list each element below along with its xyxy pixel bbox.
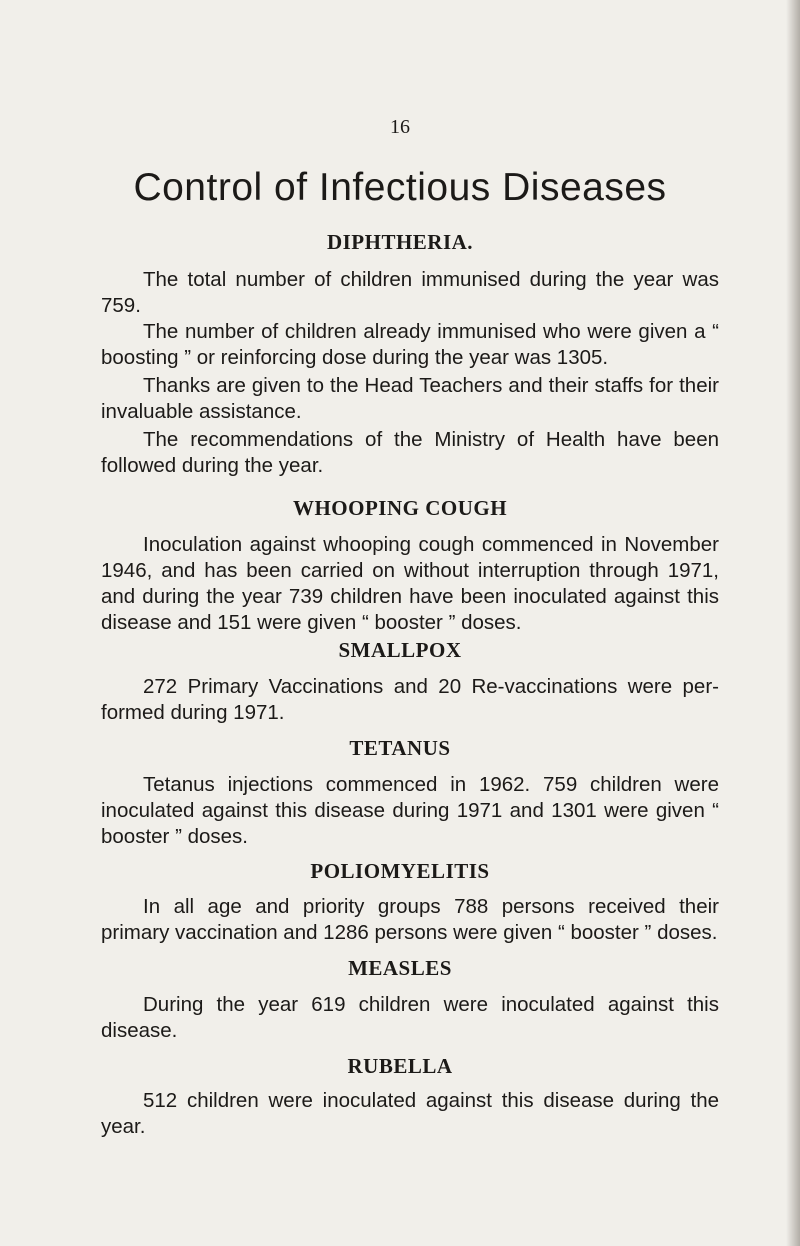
- smallpox-paragraph: 272 Primary Vaccinations and 20 Re-vaccinations were per- formed during 1971.: [101, 675, 719, 724]
- diphtheria-paragraph-4: The recommendations of the Ministry of Health have been followed during the year.: [101, 428, 719, 477]
- heading-whooping-cough: WHOOPING COUGH: [292, 496, 508, 520]
- measles-paragraph: During the year 619 children were inoculated against this disease.: [101, 993, 719, 1042]
- poliomyelitis-paragraph: In all age and priority groups 788 persons received their primary vaccination and 1286 persons were given “ booster ” doses.: [101, 895, 719, 944]
- rubella-paragraph: 512 children were inoculated against this disease during the year.: [101, 1089, 719, 1138]
- heading-measles: MEASLES: [348, 956, 452, 980]
- heading-rubella: RUBELLA: [347, 1054, 453, 1078]
- diphtheria-paragraph-3: Thanks are given to the Head Teachers and their staffs for their invaluable assistance.: [101, 374, 719, 423]
- diphtheria-paragraph-2: The number of children already immunised who were given a “ boosting ” or reinforcing dose during the year was 1305.: [101, 320, 719, 369]
- whooping-cough-paragraph: Inoculation against whooping cough commenced in November 1946, and has been carried on without interruption through 1971, and during the year 739 children have been inoculated against this disease and 151 were given “ booster ” doses.: [101, 533, 719, 634]
- page-number: 16: [390, 116, 410, 138]
- tetanus-paragraph: Tetanus injections commenced in 1962. 759 children were inoculated against this disease during 1971 and 1301 were given “ booster ” doses.: [101, 773, 719, 848]
- heading-smallpox: SMALLPOX: [338, 638, 462, 662]
- page-title: Control of Infectious Diseases: [133, 166, 667, 209]
- diphtheria-paragraph-1: The total number of children immunised during the year was 759.: [101, 268, 719, 317]
- heading-tetanus: TETANUS: [349, 736, 451, 760]
- heading-diphtheria: DIPHTHERIA.: [326, 230, 474, 254]
- heading-poliomyelitis: POLIOMYELITIS: [310, 859, 490, 883]
